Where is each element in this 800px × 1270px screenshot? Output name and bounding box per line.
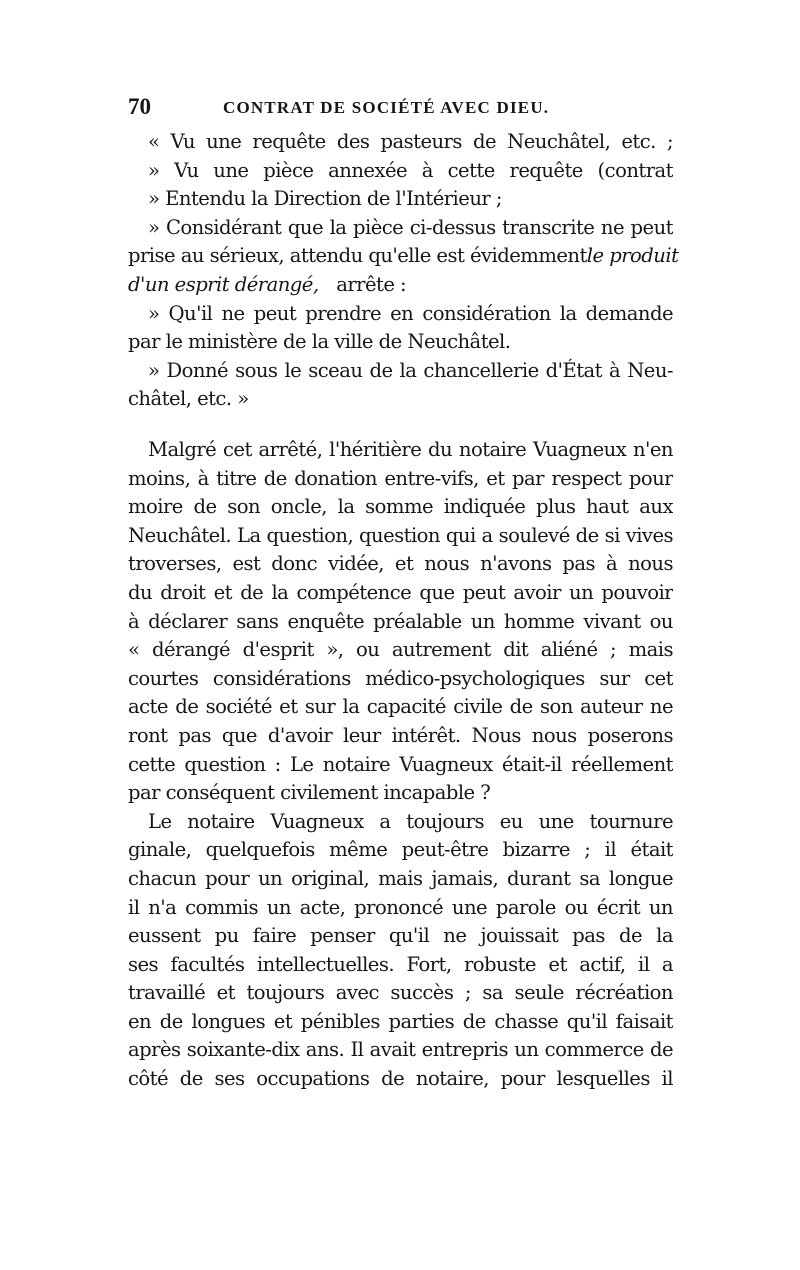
body-line: moire de son oncle, la somme indiquée plus haut aux xyxy=(128,495,673,519)
running-title: CONTRAT DE SOCIÉTÉ AVEC DIEU. xyxy=(223,98,550,117)
quote-line: châtel, etc. » xyxy=(128,387,249,411)
quote-line: » Vu une pièce annexée à cette requête (contrat xyxy=(148,158,673,182)
body-line: ront pas que d'avoir leur intérêt. Nous nous poserons xyxy=(128,723,673,747)
body-line: ginale, quelquefois même peut-être bizarre ; il était xyxy=(128,838,673,862)
quote-line: » Qu'il ne peut prendre en considération la demande xyxy=(148,301,673,325)
body-line: il n'a commis un acte, prononcé une parole ou écrit un xyxy=(128,895,673,919)
quote-line: » Entendu la Direction de l'Intérieur ; xyxy=(148,187,502,211)
quote-line-mixed xyxy=(128,242,679,271)
body-text xyxy=(128,436,673,1094)
body-line: cette question : Le notaire Vuagneux était-il réellement xyxy=(128,752,673,776)
page-number: 70 xyxy=(128,94,151,119)
quote-line-text: prise au sérieux, attendu qu'elle est évidemment xyxy=(128,244,587,268)
quote-line: » Considérant que la pièce ci-dessus transcrite ne peut xyxy=(148,215,673,239)
quote-line: « Vu une requête des pasteurs de Neuchâtel, etc. ; xyxy=(148,130,673,153)
body-line: travaillé et toujours avec succès ; sa seule récréation xyxy=(128,981,673,1005)
quote-line-mixed xyxy=(128,271,673,300)
body-line: en de longues et pénibles parties de chasse qu'il faisait xyxy=(128,1009,673,1033)
body-line: troverses, est donc vidée, et nous n'avons pas à nous xyxy=(128,552,673,576)
body-line: « dérangé d'esprit », ou autrement dit aliéné ; mais xyxy=(128,638,673,662)
body-line: acte de société et sur la capacité civile de son auteur ne xyxy=(128,695,673,719)
quoted-decree xyxy=(128,128,679,414)
body-line: après soixante-dix ans. Il avait entrepris un commerce de xyxy=(128,1038,673,1062)
quote-line-text: arrête : xyxy=(336,272,407,296)
body-line: Malgré cet arrêté, l'héritière du notaire Vuagneux n'en xyxy=(148,438,673,461)
quote-line-italic: d'un esprit dérangé, xyxy=(128,272,319,296)
body-line: ses facultés intellectuelles. Fort, robuste et actif, il a xyxy=(128,952,673,976)
body-line: Neuchâtel. La question, question qui a soulevé de si vives xyxy=(128,523,673,547)
quote-line-italic: le produit xyxy=(586,244,679,268)
body-line: du droit et de la compétence que peut avoir un pouvoir xyxy=(128,580,673,604)
body-line: eussent pu faire penser qu'il ne jouissait pas de la xyxy=(128,924,673,948)
quote-line: par le ministère de la ville de Neuchâtel. xyxy=(128,330,511,354)
body-line: Le notaire Vuagneux a toujours eu une tournure xyxy=(148,809,673,833)
running-head xyxy=(128,92,673,122)
body-line: par conséquent civilement incapable ? xyxy=(128,781,491,805)
quote-line: » Donné sous le sceau de la chancellerie d'État à Neu- xyxy=(148,358,673,382)
body-line: côté de ses occupations de notaire, pour lesquelles il xyxy=(128,1067,673,1091)
body-line: chacun pour un original, mais jamais, durant sa longue xyxy=(128,866,673,890)
body-line: moins, à titre de donation entre-vifs, et par respect pour xyxy=(128,466,673,490)
body-line: à déclarer sans enquête préalable un homme vivant ou xyxy=(128,609,673,633)
body-line: courtes considérations médico-psychologiques sur cet xyxy=(128,666,673,690)
